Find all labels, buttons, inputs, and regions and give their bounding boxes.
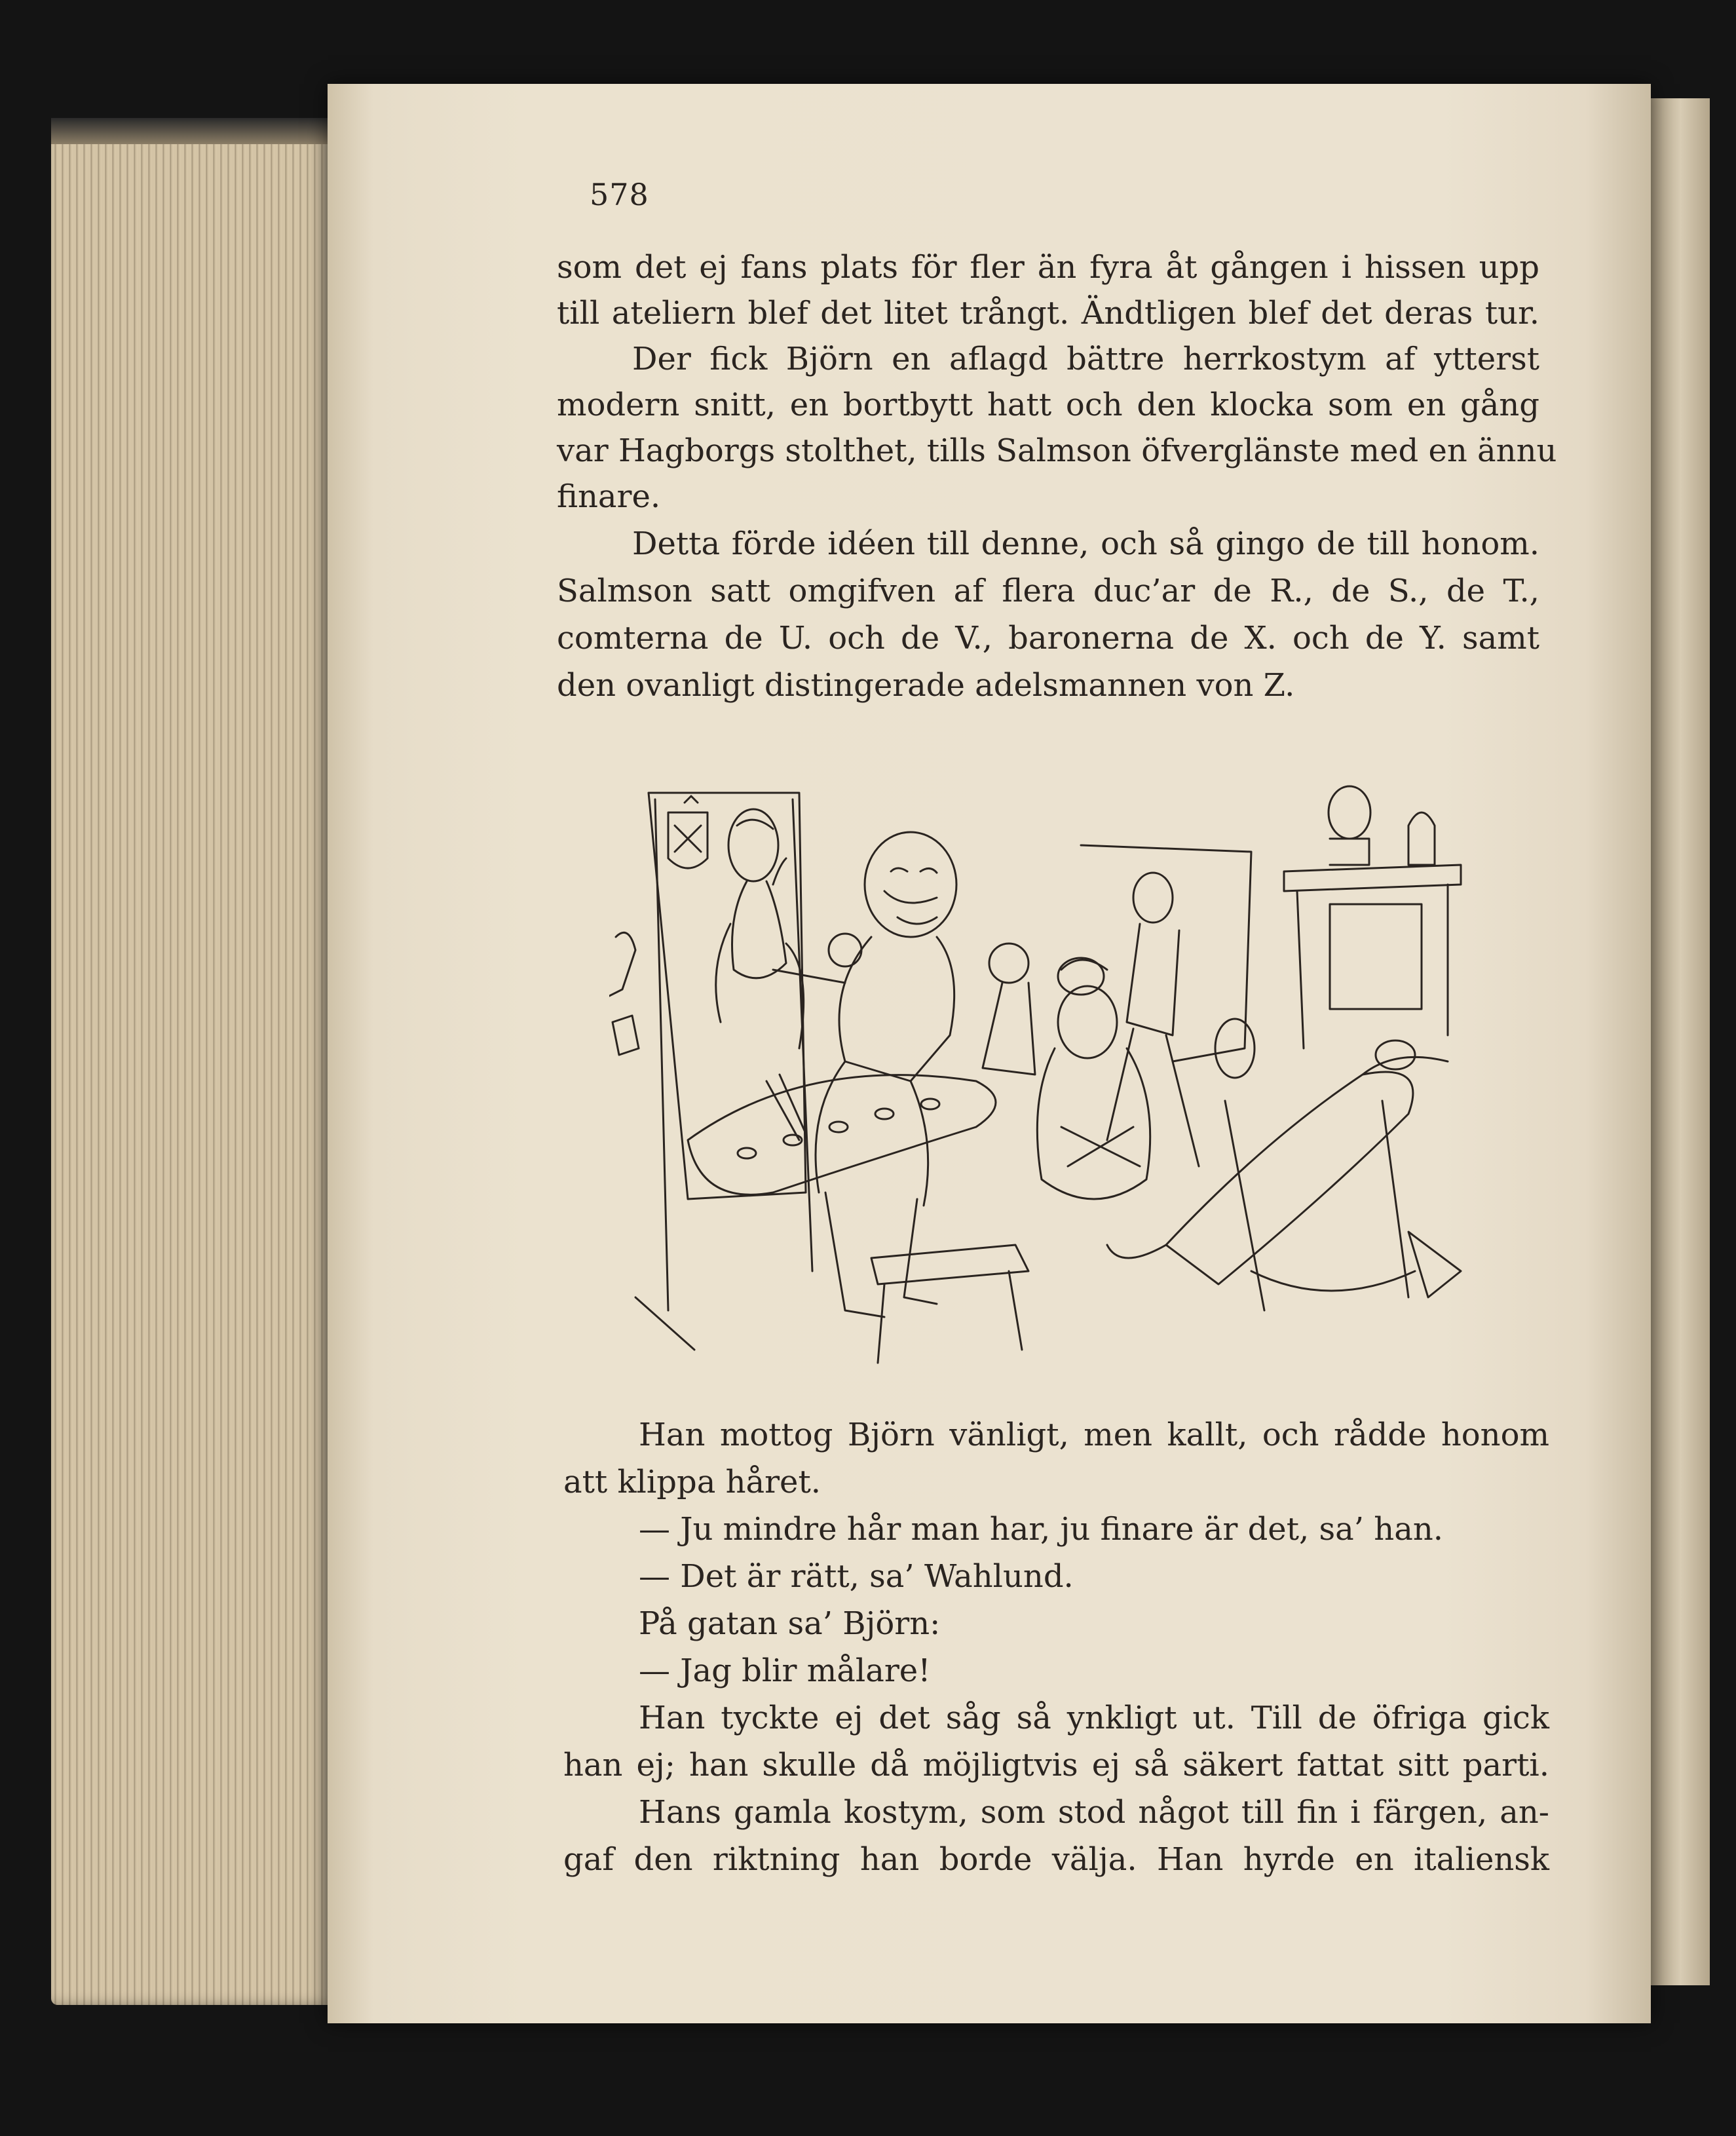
facing-page-edge (1651, 98, 1710, 1985)
text-line: — Det är rätt, sa’ Wahlund. (639, 1558, 1074, 1595)
text-line: var Hagborgs stolthet, tills Salmson öfverglänste med en ännu (557, 432, 1557, 469)
text-line: Salmson satt omgifven af flera duc’ar de R., de S., de T., (557, 573, 1539, 609)
page-number: 578 (590, 177, 649, 212)
text-line: Han mottog Björn vänligt, men kallt, och rådde honom (639, 1417, 1549, 1453)
page-stack-top-shadow (51, 118, 333, 144)
text-line: På gatan sa’ Björn: (639, 1605, 941, 1642)
text-line: till ateliern blef det litet trångt. Ändtligen blef det deras tur. (557, 295, 1539, 332)
text-line: Hans gamla kostym, som stod något till fin i färgen, an- (639, 1794, 1549, 1831)
text-line: gaf den riktning han borde välja. Han hyrde en italiensk (563, 1841, 1549, 1878)
text-line: Der fick Björn en aflagd bättre herrkostym af ytterst (632, 341, 1539, 377)
text-line: — Jag blir målare! (639, 1652, 931, 1689)
text-line: som det ej fans plats för fler än fyra åt gången i hissen upp (557, 249, 1539, 286)
text-line: att klippa håret. (563, 1464, 821, 1500)
illustration-painter-studio (609, 773, 1513, 1389)
text-line: comterna de U. och de V., baronerna de X. och de Y. samt (557, 620, 1539, 657)
text-line: Detta förde idéen till denne, och så gingo de till honom. (632, 525, 1539, 562)
text-line: modern snitt, en bortbytt hatt och den klocka som en gång (557, 387, 1539, 423)
page-stack-edges (51, 118, 333, 2005)
text-line: den ovanligt distingerade adelsmannen von Z. (557, 667, 1295, 704)
text-line: — Ju mindre hår man har, ju finare är det, sa’ han. (639, 1511, 1443, 1548)
text-line: Han tyckte ej det såg så ynkligt ut. Till de öfriga gick (639, 1700, 1549, 1736)
text-line: han ej; han skulle då möjligtvis ej så säkert fattat sitt parti. (563, 1747, 1549, 1783)
text-line: finare. (557, 478, 661, 515)
